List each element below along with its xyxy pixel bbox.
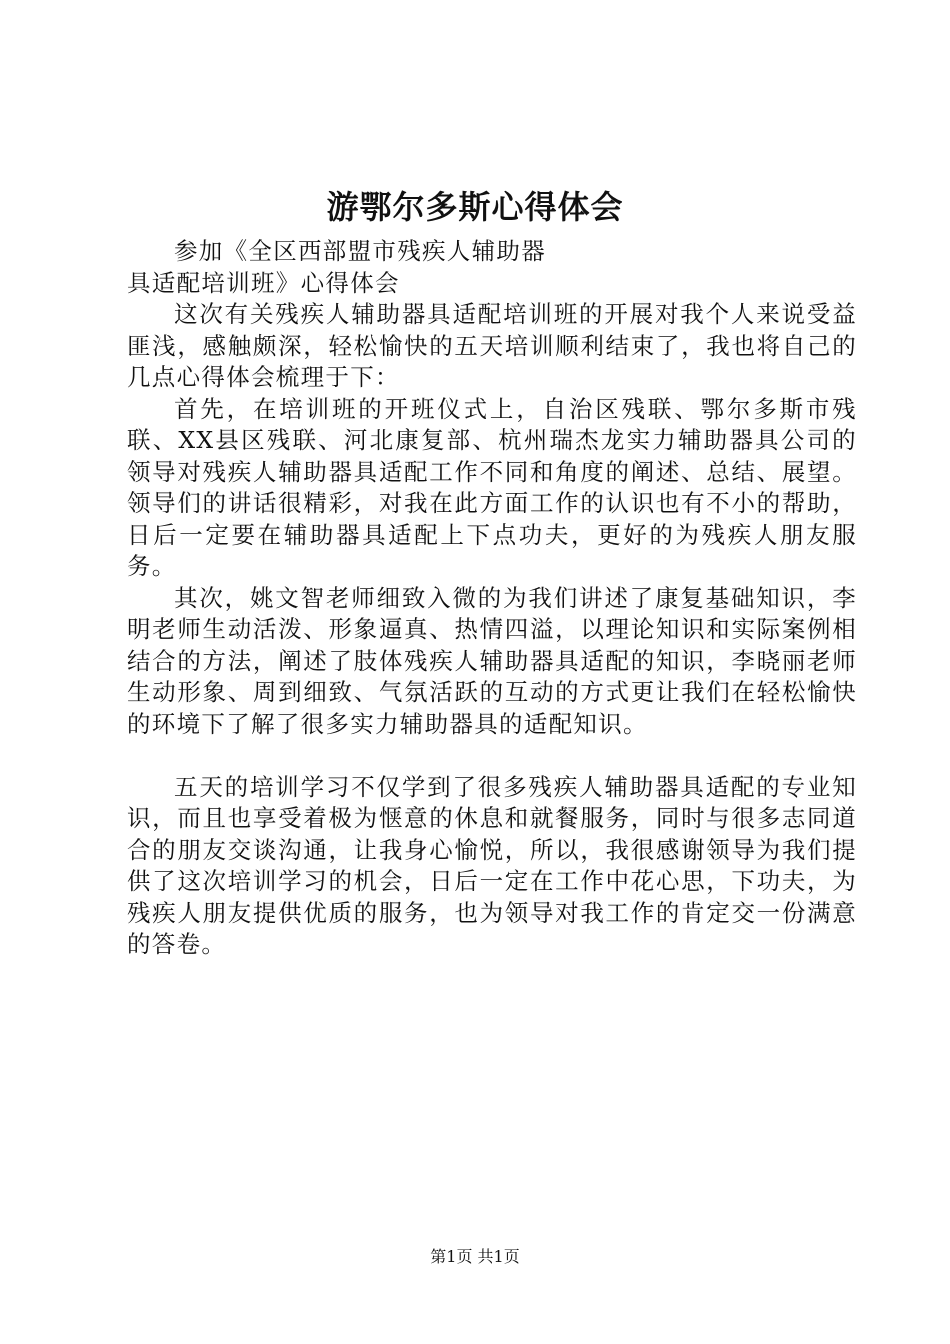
- paragraph-conclusion: 五天的培训学习不仅学到了很多残疾人辅助器具适配的专业知识，而且也享受着极为惬意的休息和就餐服务，同时与很多志同道合的朋友交谈沟通，让我身心愉悦，所以，我很感谢领导为我们提供了这次培训学习的机会，日后一定在工作中花心思，下功夫，为残疾人朋友提供优质的服务，也为领导对我工作的肯定交一份满意的答卷。: [127, 772, 857, 958]
- page-footer: 第1页 共1页: [430, 1247, 520, 1266]
- document-title: 游鄂尔多斯心得体会: [326, 188, 624, 226]
- document-subtitle: 参加《全区西部盟市残疾人辅助器具适配培训班》心得体会: [127, 237, 546, 297]
- paragraph-second: 其次，姚文智老师细致入微的为我们讲述了康复基础知识，李明老师生动活泼、形象逼真、热情四溢，以理论知识和实际案例相结合的方法，阐述了肢体残疾人辅助器具适配的知识，李晓丽老师生动形象、周到细致、气氛活跃的互动的方式更让我们在轻松愉快的环境下了解了很多实力辅助器具的适配知识。: [127, 583, 857, 738]
- paragraph-spacer: [127, 740, 857, 772]
- paragraph-first: 首先，在培训班的开班仪式上，自治区残联、鄂尔多斯市残联、XX县区残联、河北康复部、杭州瑞杰龙实力辅助器具公司的领导对残疾人辅助器具适配工作不同和角度的阐述、总结、展望。领导们的讲话很精彩，对我在此方面工作的认识也有不小的帮助，日后一定要在辅助器具适配上下点功夫，更好的为残疾人朋友服务。: [127, 394, 857, 580]
- document-body: [127, 236, 857, 961]
- paragraph-intro: 这次有关残疾人辅助器具适配培训班的开展对我个人来说受益匪浅，感触颇深，轻松愉快的五天培训顺利结束了，我也将自己的几点心得体会梳理于下：: [127, 300, 857, 391]
